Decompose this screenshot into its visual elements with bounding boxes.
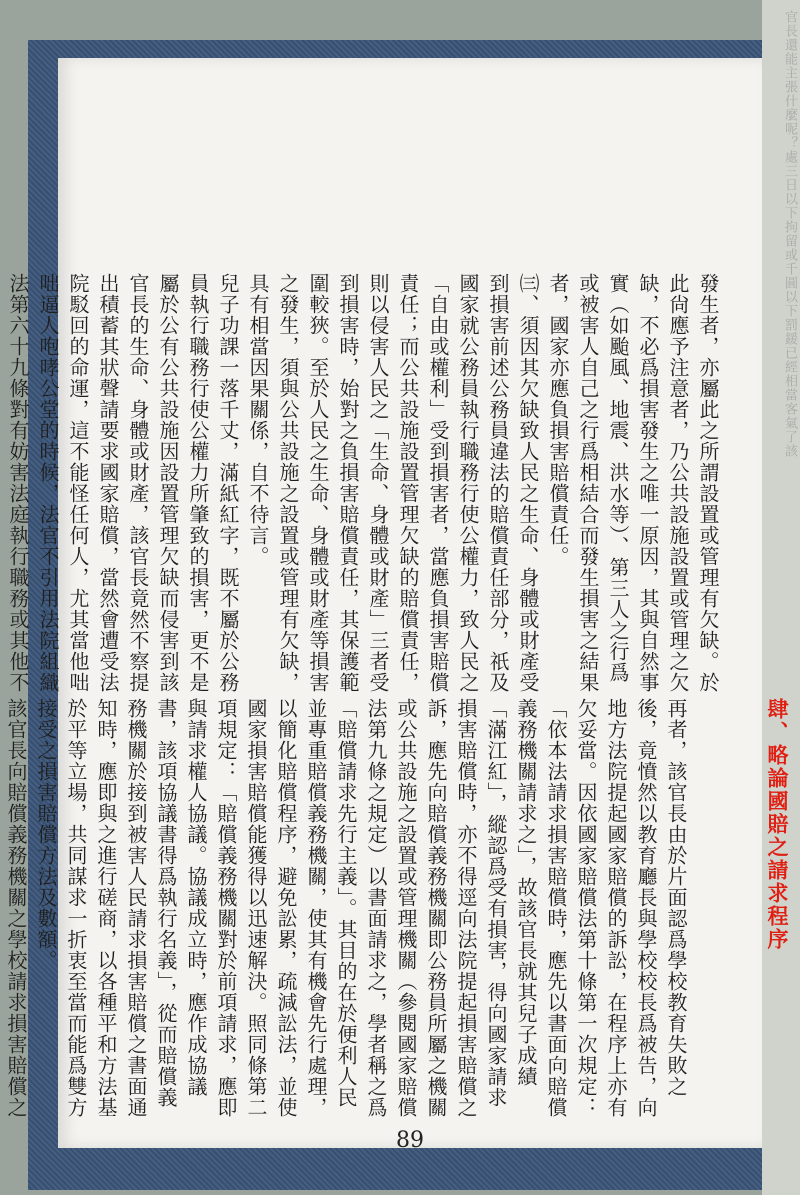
book-page: [4, 58, 790, 1153]
page-number: 89: [396, 1128, 424, 1153]
paragraph: 該官長向賠償義務機關之學校請求損害賠償之: [4, 698, 28, 1118]
upper-text-block: [6, 273, 723, 693]
paragraph: 再者，該官長由於片面認爲學校教育失敗之後，竟憤然以教育廳長與學校校長爲被告，向地方法院提起國家賠償的訴訟，在程序上亦有欠妥當。因依國家賠償法第十條第一次規定：「依本法請求損害賠償時，應先以書面向賠償義務機關請求之」，故該官長就其兒子成績「滿江紅」，縱認爲受有損害，得向國家請求損害賠償時，亦不得逕向法院提起損害賠償之訴，應先向賠償義務機關即公務員所屬之機關或公共設施之設置或管理機關（參閱國家賠償法第九條之規定）以書面請求之，學者稱之爲「賠償請求先行主義」。其目的在於便利人民並專重賠償義務機關，使其有機會先行處理，以簡化賠償程序，避免訟累，疏減訟法，並使國家損害賠償能獲得以迅速解決。照同條第二項規定：「賠償義務機關對於前項請求，應即與請求權人協議。協議成立時，應作成協議書，該項協議書得爲執行名義」，從而賠償義務機關於接到被害人民請求損害賠償之書面通知時，應即與之進行磋商，以各種平和方法基於平等立場，共同謀求一折衷至當而能爲雙方接受之損害賠償方法及數額。: [34, 698, 688, 1118]
paragraph: ㈢、須因其欠缺致人民之生命、身體或財產受到損害前述公務員違法的賠償責任部分，祇及國家就公務員執行職務行使公權力，致人民之「自由或權利」受到損害者，當應負損害賠償責任；而公共設施設置管理欠缺的賠償責任，則以侵害人民之「生命、身體或財產」三者受到損害時，始對之負損害賠償責任，其保護範圍較狹。至於人民之生命、身體或財產等損害之發生，須與公共設施之設置或管理有欠缺，具有相當因果關係，自不待言。: [246, 273, 540, 693]
next-page-edge: [762, 0, 800, 1195]
section-heading: 肆、略論國賠之請求程序: [765, 698, 790, 951]
bleed-through-text: 官長還能主張什麼呢？處三日以下拘留或千圓以下罰鍰已經相當客氣了該: [782, 10, 797, 458]
paragraph: 兒子功課一落千丈，滿紙紅字，既不屬於公務員執行職務行使公權力所肇致的損害，更不是屬於公有公共設施因設置管理欠缺而侵害到該官長的生命、身體或財產，該官長竟然不察提出積蓄其狀聲請要求國家賠償，當然會遭受法院駁回的命運，這不能怪任何人，尤其當他咄咄逼人咆哮公堂的時候，法官不引用法院組織法第六十九條對有妨害法庭執行職務或其他不: [6, 273, 240, 693]
paragraph: 發生者，亦屬此之所謂設置或管理有欠缺。於此尙應予注意者，乃公共設施設置或管理之欠缺，不必爲損害發生之唯一原因，其與自然事實（如颱風、地震、洪水等）、第三人之行爲或被害人自己之行爲相結合而發生損害之結果者，國家亦應負損害賠償責任。: [546, 273, 720, 693]
lower-text-block: [4, 698, 691, 1118]
